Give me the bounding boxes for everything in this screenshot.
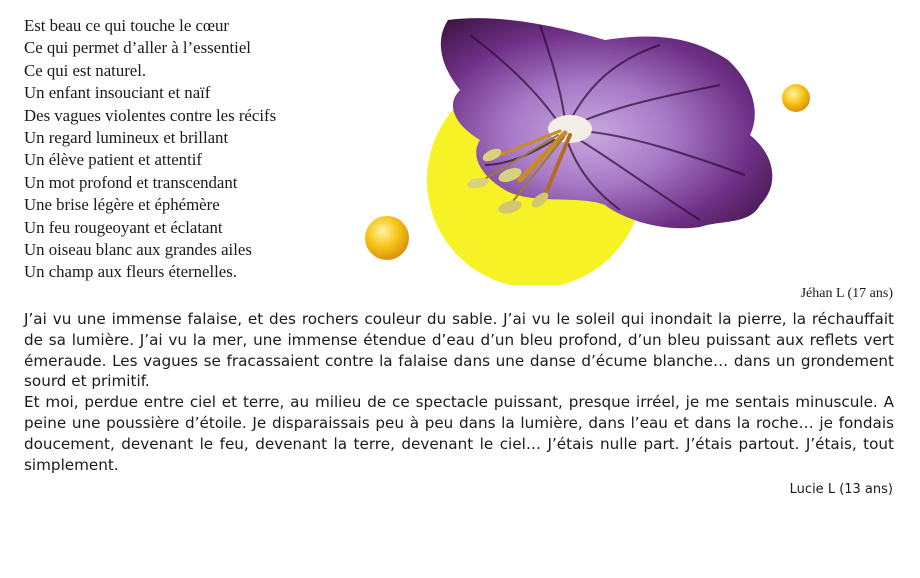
flower-illustration <box>360 5 840 285</box>
prose-author: Lucie L (13 ans) <box>789 482 893 497</box>
poem-line: Un mot profond et transcendant <box>24 172 238 192</box>
poem-line: Est beau ce qui touche le cœur <box>24 16 230 35</box>
small-orb-left <box>365 216 409 260</box>
poem-line: Ce qui est naturel. <box>24 60 147 80</box>
poem-line: Une brise légère et éphémère <box>24 195 220 215</box>
prose-text <box>24 309 894 475</box>
prose-paragraph: Et moi, perdue entre ciel et terre, au milieu de ce spectacle puissant, presque irréel, je me sentais minuscule. A peine une poussière d’étoile. Je disparaissais peu à peu dans la lumière, dans l’eau et dans la roche… je fondais doucement, devenant le feu, devenant la terre, devenant le ciel… J’étais nulle part. J’étais partout. J’étais, tout simplement. <box>24 393 894 474</box>
small-orb-right <box>782 84 810 112</box>
poem-line: Un enfant insouciant et naïf <box>24 83 211 103</box>
prose-paragraph: J’ai vu une immense falaise, et des rochers couleur du sable. J’ai vu le soleil qui inondait la pierre, la réchauffait de sa lumière. J’ai vu la mer, une immense étendue d’eau d’un bleu profond, d’un bleu puissant aux reflets vert émeraude. Les vagues se fracassaient contre la falaise dans une danse d’écume blanche… dans un grondement sourd et primitif. <box>24 310 894 391</box>
poem-line: Un oiseau blanc aux grandes ailes <box>24 240 252 260</box>
poem-author: Jéhan L (17 ans) <box>800 286 893 301</box>
poem-line: Des vagues violentes contre les récifs <box>24 105 277 125</box>
poem-line: Un regard lumineux et brillant <box>24 128 229 148</box>
poem-line: Ce qui permet d’aller à l’essentiel <box>24 38 251 58</box>
poem <box>24 15 404 284</box>
poem-line: Un feu rougeoyant et éclatant <box>24 217 223 237</box>
poem-line: Un champ aux fleurs éternelles. <box>24 262 237 282</box>
poem-line: Un élève patient et attentif <box>24 150 202 170</box>
